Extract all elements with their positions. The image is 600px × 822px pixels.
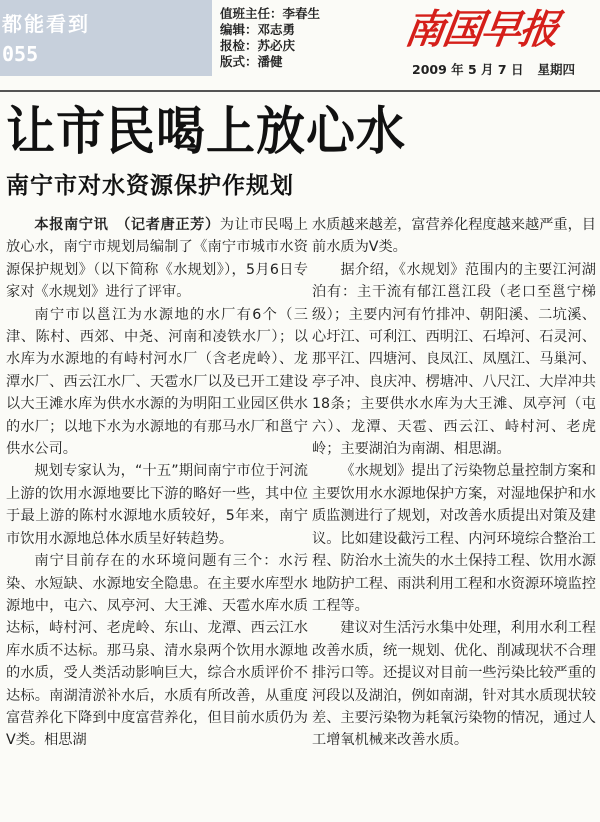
staff-row: 编辑：邓志勇 [220, 22, 296, 37]
promo-number: 055 [2, 42, 39, 66]
article-title: 让市民喝上放心水 [6, 101, 407, 162]
staff-row: 版式：潘健 [220, 54, 283, 69]
newspaper-masthead: 南国早报 [401, 6, 561, 53]
paragraph-text: 据介绍，《水规划》范围内的主要江河湖泊有：主干流有郁江邕江段（老口至邕宁梯级）；主要内河有竹排冲、朝阳溪、二坑溪、心圩江、可利江、西明江、石埠河、石灵河、那平江、四塘河、良凤江、凤凰江、马巢河、亭子冲、良庆冲、楞塘冲、八尺江、大岸冲共18条；主要供水水库为大王滩、凤亭河（屯六）、龙潭、天雹、西云江、峙村河、老虎岭；主要湖泊为南湖、相思湖。 [312, 261, 596, 458]
paragraph-text: 规划专家认为，“十五”期间南宁市位于河流上游的饮用水源地要比下游的略好一些，其中位于最上游的陈村水源地水质较好，5年来，南宁市饮用水源地总体水质呈好转趋势。 [6, 463, 308, 547]
article-paragraph [312, 617, 596, 751]
article-subtitle: 南宁市对水资源保护作规划 [6, 173, 294, 199]
paragraph-text: 为让市民喝上放心水，南宁市规划局编制了《南宁市城市水资源保护规划》（以下简称《水规划》），5月6日专家对《水规划》进行了评审。 [6, 217, 308, 301]
issue-date [412, 60, 596, 78]
article-paragraph [312, 259, 596, 461]
promo-text: 都能看到 [2, 12, 90, 36]
article-column-left [6, 214, 308, 818]
article-paragraph [6, 460, 308, 550]
article-paragraph [312, 460, 596, 617]
paragraph-text: 建议对生活污水集中处理，利用水利工程改善水质，统一规划、优化、削减现状不合理排污口等。还提议对目前一些污染比较严重的河段以及湖泊，例如南湖，针对其水质现状较差、主要污染物为耗氧污染物的情况，通过人工增氧机械来改善水质。 [312, 620, 596, 749]
article-paragraph [6, 214, 308, 304]
promo-banner [0, 0, 212, 76]
article-paragraph [6, 550, 308, 752]
staff-row: 报检：苏必庆 [220, 38, 296, 53]
weekday-text: 星期四 [537, 62, 575, 77]
dateline: 本报南宁讯 （记者唐正芳） [34, 217, 220, 233]
date-text: 2009 年 5 月 7 日 [412, 62, 524, 77]
paragraph-text: 水质越来越差，富营养化程度越来越严重，目前水质为V类。 [312, 217, 596, 256]
paragraph-text: 《水规划》提出了污染物总量控制方案和主要饮用水水源地保护方案，对湿地保护和水质监测进行了规划，对改善水质提出对策及建议。比如建设截污工程、内河环境综合整治工程、防治水土流失的水土保持工程、饮用水源地防护工程、雨洪利用工程和水资源环境监控工程等。 [312, 463, 596, 614]
header-divider [0, 90, 600, 92]
article-column-right [312, 214, 596, 818]
article-paragraph [312, 214, 596, 259]
paragraph-text: 南宁市以邕江为水源地的水厂有6个（三津、陈村、西郊、中尧、河南和凌铁水厂）；以水库为水源地的有峙村河水厂（含老虎岭）、龙潭水厂、西云江水厂、天雹水厂以及已开工建设以大王滩水库为供水水源的为明阳工业园区供水的水厂；以地下水为水源地的有那马水厂和邕宁供水公司。 [6, 306, 308, 458]
staff-credits [220, 6, 380, 70]
staff-row: 值班主任：李春生 [220, 6, 321, 21]
article-paragraph [6, 304, 308, 461]
paragraph-text: 南宁目前存在的水环境问题有三个：水污染、水短缺、水源地安全隐患。在主要水库型水源地中，屯六、凤亭河、大王滩、天雹水库水质达标，峙村河、老虎岭、东山、龙潭、西云江水库水质不达标。那马泉、清水泉两个饮用水源地的水质，受人类活动影响巨大，综合水质评价不达标。南湖清淤补水后，水质有所改善，从重度富营养化下降到中度富营养化，但目前水质仍为V类。相思湖 [6, 553, 308, 749]
